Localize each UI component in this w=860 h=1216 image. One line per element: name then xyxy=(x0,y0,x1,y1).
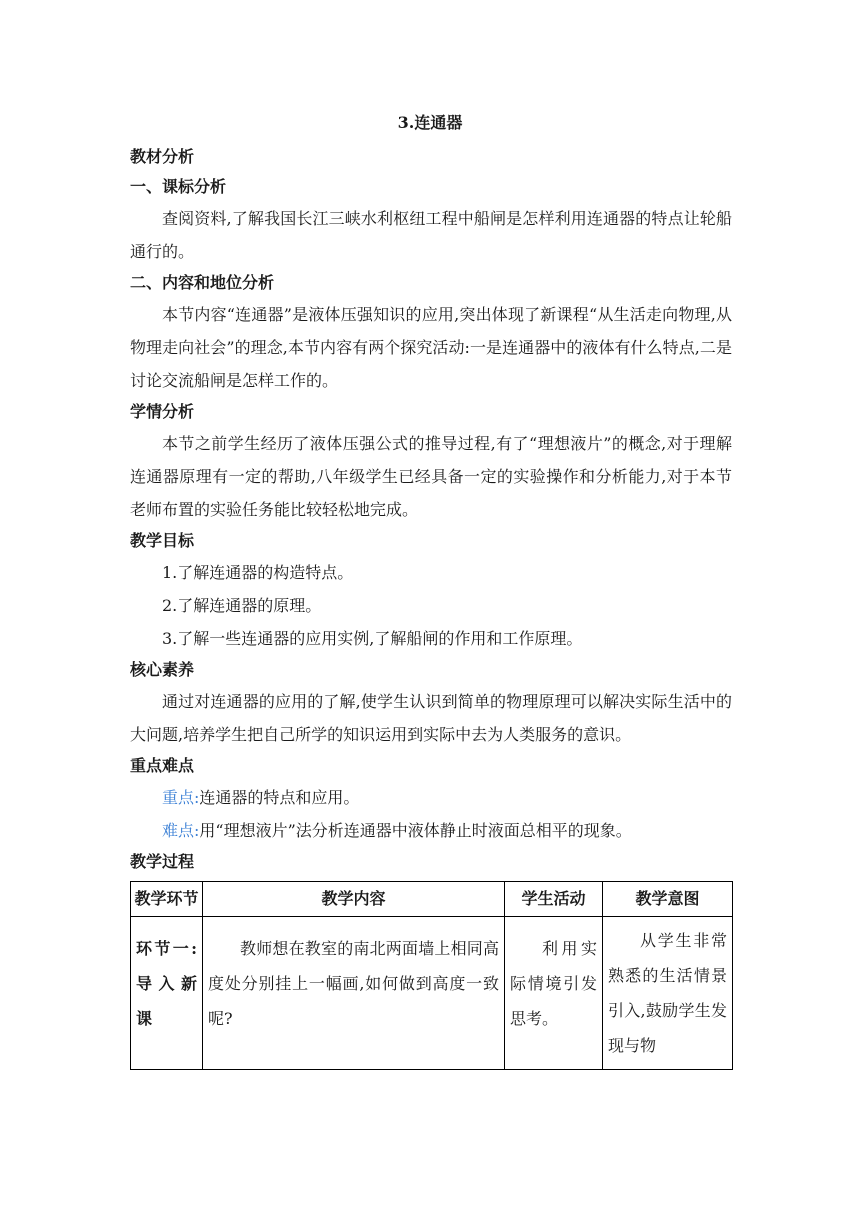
curriculum-text: 查阅资料,了解我国长江三峡水利枢纽工程中船闸是怎样利用连通器的特点让轮船通行的。 xyxy=(130,209,732,261)
key-heading: 重点难点 xyxy=(130,756,195,775)
goal-item: 1.了解连通器的构造特点。 xyxy=(162,563,354,582)
goal-item: 2.了解连通器的原理。 xyxy=(162,596,322,615)
key-label: 重点: xyxy=(162,788,200,807)
process-heading: 教学过程 xyxy=(130,852,195,871)
difficult-text: 用“理想液片”法分析连通器中液体静止时液面总相平的现象。 xyxy=(199,821,632,840)
material-analysis-heading: 教材分析 xyxy=(130,147,195,166)
process-table xyxy=(130,881,733,1070)
activity-cell xyxy=(505,917,603,1070)
content-cell-text: 教师想在教室的南北两面墙上相同高度处分别挂上一幅画,如何做到高度一致呢? xyxy=(208,939,499,1028)
curriculum-heading: 一、课标分析 xyxy=(130,177,227,196)
table-header-cell: 学生活动 xyxy=(505,882,603,917)
intent-cell-text: 从学生非常熟悉的生活情景引入,鼓励学生发现与物 xyxy=(608,931,727,1055)
lesson-body xyxy=(130,142,732,1070)
core-heading: 核心素养 xyxy=(130,660,195,679)
table-header-cell: 教学意图 xyxy=(603,882,733,917)
key-point xyxy=(130,781,732,814)
student-heading: 学情分析 xyxy=(130,402,195,421)
table-row xyxy=(131,917,733,1070)
content-cell xyxy=(203,917,505,1070)
table-header-cell: 教学内容 xyxy=(203,882,505,917)
intent-cell xyxy=(603,917,733,1070)
content-heading: 二、内容和地位分析 xyxy=(130,273,275,292)
key-text: 连通器的特点和应用。 xyxy=(199,788,360,807)
table-header-row xyxy=(131,882,733,917)
difficult-point xyxy=(130,814,732,847)
activity-cell-text: 利用实际情境引发思考。 xyxy=(510,939,597,1028)
table-header-cell: 教学环节 xyxy=(131,882,203,917)
stage-cell: 环节一:导入新课 xyxy=(131,917,203,1070)
difficult-label: 难点: xyxy=(162,821,200,840)
goals-heading: 教学目标 xyxy=(130,531,195,550)
goal-item: 3.了解一些连通器的应用实例,了解船闸的作用和工作原理。 xyxy=(162,629,583,648)
content-text: 本节内容“连通器”是液体压强知识的应用,突出体现了新课程“从生活走向物理,从物理走向社会”的理念,本节内容有两个探究活动:一是连通器中的液体有什么特点,二是讨论交流船闸是怎样工作的。 xyxy=(130,305,732,390)
student-text: 本节之前学生经历了液体压强公式的推导过程,有了“理想液片”的概念,对于理解连通器原理有一定的帮助,八年级学生已经具备一定的实验操作和分析能力,对于本节老师布置的实验任务能比较轻松地完成。 xyxy=(130,434,732,519)
core-text: 通过对连通器的应用的了解,使学生认识到简单的物理原理可以解决实际生活中的大问题,培养学生把自己所学的知识运用到实际中去为人类服务的意识。 xyxy=(130,692,732,744)
lesson-title: 3.连通器 xyxy=(397,113,463,132)
